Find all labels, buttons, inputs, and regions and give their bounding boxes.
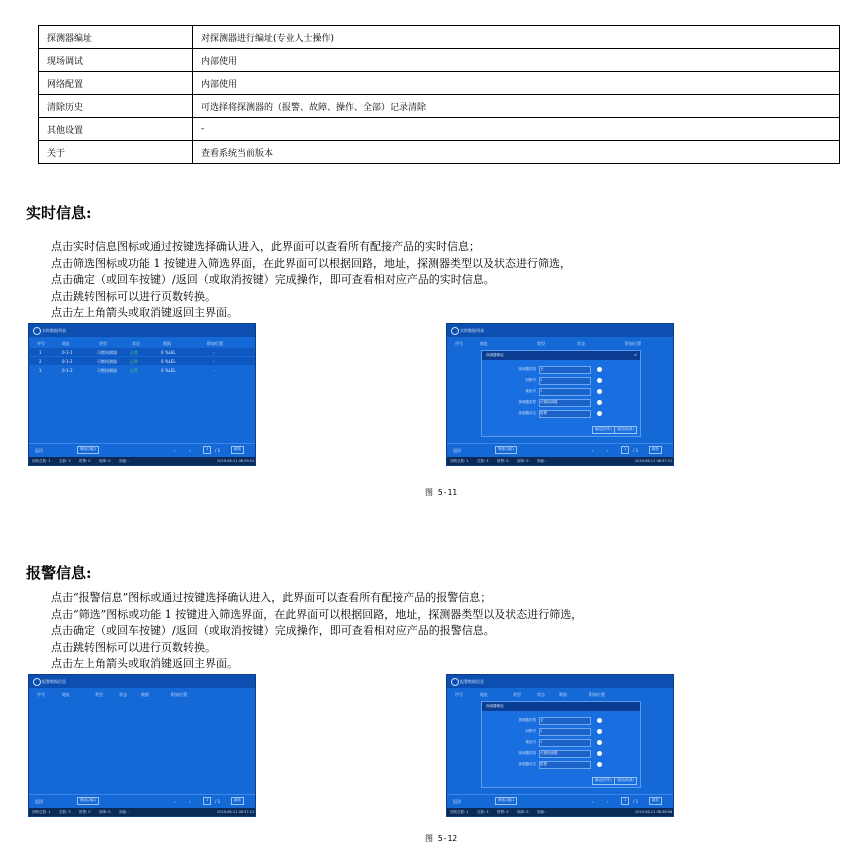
alarm-list-screenshot	[28, 674, 256, 817]
prev-icon: ‹	[174, 799, 176, 804]
field-label: 探测器类型	[518, 751, 536, 755]
back-label: 返回	[453, 799, 461, 804]
menu-table-row	[39, 49, 840, 72]
screen-title: 报警数据信息	[42, 679, 66, 684]
realtime-line: 点击左上角箭头或取消键返回主界面。	[51, 306, 238, 319]
field-label: 探测器类型	[518, 400, 536, 404]
status-time: 2019-06-11 08:39:01	[217, 459, 255, 463]
menu-table-row	[39, 118, 840, 141]
realtime-line: 点击跳转图标可以进行页数转换。	[51, 289, 216, 303]
table-header	[29, 339, 255, 347]
screen-bottom-bar	[29, 443, 255, 456]
alarm-heading: 报警信息:	[26, 564, 92, 582]
filter-dialog	[481, 701, 641, 788]
page-total: / 1	[633, 799, 639, 804]
field-label: 地址号	[525, 389, 536, 393]
page-total: / 1	[215, 448, 221, 453]
menu-item-desc: 可选择将探测器的（报警、故障、操作、全部）记录清除	[193, 95, 840, 118]
col-state: 状态	[537, 692, 545, 697]
back-arrow-icon	[451, 678, 459, 686]
filter-button: 筛选功能1	[77, 446, 99, 454]
cell: -	[213, 359, 215, 364]
menu-item-desc: 内部使用	[193, 72, 840, 95]
col-state: 状态	[119, 692, 127, 697]
field-label: 回路号	[525, 378, 536, 382]
filter-button: 筛选功能1	[77, 797, 99, 805]
field-input: 1	[539, 728, 591, 736]
page-input: 1	[203, 446, 211, 454]
dialog-title: 探测器筛选	[486, 704, 504, 708]
menu-item-name: 现场调试	[39, 49, 193, 72]
menu-item-desc: 查看系统当前版本	[193, 141, 840, 164]
screen-bottom-bar	[447, 443, 673, 456]
menu-item-desc: -	[193, 118, 840, 141]
screen-titlebar	[447, 324, 673, 337]
back-arrow-icon	[451, 327, 459, 335]
cell: 正常	[130, 359, 138, 364]
status-item: 屏蔽: -	[537, 459, 548, 463]
field-select: 报警	[539, 761, 591, 769]
status-item: 故障: 0	[517, 810, 529, 814]
realtime-line: 点击实时信息图标或通过按键选择确认进入，此界面可以查看所有配接产品的实时信息；	[51, 240, 480, 253]
page-total: / 1	[215, 799, 221, 804]
status-item: 总数: 3	[477, 810, 489, 814]
close-icon: ×	[634, 353, 637, 357]
status-item: 报警: 0	[79, 810, 91, 814]
field-select: 可燃探测器	[539, 750, 591, 758]
back-label: 返回	[453, 448, 461, 453]
status-item: 故障: 0	[99, 459, 111, 463]
realtime-line: 点击确定（或回车按键）/返回（或取消按键）完成操作，即可查看相对应产品的实时信息。	[51, 273, 495, 286]
field-input: 1	[539, 739, 591, 747]
table-header	[29, 690, 255, 698]
status-item: 报警: 0	[497, 810, 509, 814]
menu-item-name: 其他设置	[39, 118, 193, 141]
screen-bottom-bar	[447, 794, 673, 807]
dialog-ok-button: 确定(回车)	[592, 777, 615, 785]
col-type: 类型	[99, 341, 107, 346]
field-select: 全	[539, 717, 591, 725]
col-no: 序号	[37, 341, 45, 346]
realtime-filter-screenshot	[446, 323, 674, 466]
field-select: 可燃探测器	[539, 399, 591, 407]
status-item: 总数: 3	[477, 459, 489, 463]
next-icon: ›	[189, 799, 191, 804]
status-item: 回路总数: 1	[450, 810, 469, 814]
field-label: 探测器类型	[518, 367, 536, 371]
cell: 0-1-1	[62, 350, 73, 355]
alarm-paragraph	[51, 590, 582, 673]
field-label: 地址号	[525, 740, 536, 744]
col-addr: 地址	[62, 341, 70, 346]
field-select: 全	[539, 366, 591, 374]
next-icon: ›	[607, 799, 609, 804]
dialog-ok-button: 确定(回车)	[592, 426, 615, 434]
col-extra: 附加位置	[589, 692, 605, 697]
filter-button: 筛选功能1	[495, 797, 517, 805]
radio-icon	[597, 762, 602, 767]
alarm-line: 点击确定（或回车按键）/返回（或取消按键）完成操作，即可查看相对应产品的报警信息。	[51, 624, 495, 637]
col-type: 类型	[537, 341, 545, 346]
prev-icon: ‹	[174, 448, 176, 453]
radio-icon	[597, 718, 602, 723]
settings-menu-table	[38, 25, 840, 164]
menu-table-row	[39, 26, 840, 49]
field-label: 探测器类型	[518, 718, 536, 722]
table-row	[29, 366, 255, 374]
menu-item-desc: 对探测器进行编址(专业人士操作)	[193, 26, 840, 49]
cell: 可燃探测器	[97, 359, 117, 364]
cell: -	[213, 368, 215, 373]
jump-button: 跳转	[649, 446, 662, 454]
dialog-header	[482, 702, 640, 711]
col-data: 数据	[163, 341, 171, 346]
status-item: 总数: 3	[59, 810, 71, 814]
status-time: 2019-06-11 08:38:06	[635, 810, 673, 814]
status-bar	[29, 808, 255, 816]
table-header	[447, 339, 673, 347]
jump-button: 跳转	[231, 446, 244, 454]
status-item: 屏蔽: -	[537, 810, 548, 814]
dialog-back-button: 返回(取消)	[614, 426, 637, 434]
col-data: 数据	[141, 692, 149, 697]
col-no: 序号	[455, 692, 463, 697]
status-item: 回路总数: 1	[32, 459, 51, 463]
status-bar	[447, 457, 673, 465]
cell: 1	[39, 350, 42, 355]
field-label: 探测器状态	[518, 411, 536, 415]
alarm-line: 点击“报警信息”图标或通过按键选择确认进入，此界面可以查看所有配接产品的报警信息；	[51, 591, 492, 604]
cell: 0 %LEL	[161, 359, 176, 364]
radio-icon	[597, 389, 602, 394]
alarm-line: 点击左上角箭头或取消键返回主界面。	[51, 657, 238, 670]
status-item: 总数: 3	[59, 459, 71, 463]
status-item: 故障: 0	[517, 459, 529, 463]
figure-caption: 图 5-11	[425, 488, 458, 497]
cell: 0 %LEL	[161, 350, 176, 355]
cell: 0 %LEL	[161, 368, 176, 373]
status-time: 2019-06-11 08:37:21	[217, 810, 255, 814]
dialog-title: 探测器筛选	[486, 353, 504, 357]
screen-bottom-bar	[29, 794, 255, 807]
table-row	[29, 357, 255, 365]
page-total: / 1	[633, 448, 639, 453]
col-no: 序号	[37, 692, 45, 697]
menu-table-row	[39, 95, 840, 118]
screen-titlebar	[29, 675, 255, 688]
field-input: 1	[539, 377, 591, 385]
menu-item-name: 网络配置	[39, 72, 193, 95]
radio-icon	[597, 751, 602, 756]
status-bar	[29, 457, 255, 465]
status-item: 屏蔽: -	[119, 810, 130, 814]
menu-table-row	[39, 72, 840, 95]
screen-title: 报警数据信息	[460, 679, 484, 684]
status-item: 回路总数: 1	[32, 810, 51, 814]
page-input: 1	[203, 797, 211, 805]
next-icon: ›	[189, 448, 191, 453]
alarm-filter-screenshot	[446, 674, 674, 817]
radio-icon	[597, 729, 602, 734]
col-state: 状态	[577, 341, 585, 346]
status-item: 回路总数: 1	[450, 459, 469, 463]
col-extra: 附加位置	[171, 692, 187, 697]
field-label: 探测器状态	[518, 762, 536, 766]
back-arrow-icon	[33, 678, 41, 686]
radio-icon	[597, 378, 602, 383]
col-state: 状态	[132, 341, 140, 346]
alarm-line: 点击“筛选”图标或功能 1 按键进入筛选界面，在此界面可以根据回路，地址，探测器类型以及状态进行筛选，	[51, 607, 583, 621]
status-item: 故障: 0	[99, 810, 111, 814]
screen-titlebar	[447, 675, 673, 688]
menu-item-name: 清除历史	[39, 95, 193, 118]
realtime-heading: 实时信息:	[26, 204, 92, 222]
status-time: 2019-06-11 08:37:31	[635, 459, 673, 463]
col-extra: 附加位置	[625, 341, 641, 346]
col-addr: 地址	[62, 692, 70, 697]
table-row	[29, 348, 255, 356]
cell: 正常	[130, 368, 138, 373]
cell: 3	[39, 368, 42, 373]
col-no: 序号	[455, 341, 463, 346]
filter-button: 筛选功能1	[495, 446, 517, 454]
radio-icon	[597, 411, 602, 416]
alarm-line: 点击跳转图标可以进行页数转换。	[51, 640, 216, 654]
back-label: 返回	[35, 448, 43, 453]
field-label: 回路号	[525, 729, 536, 733]
dialog-header	[482, 351, 640, 360]
menu-table-row	[39, 141, 840, 164]
cell: 可燃探测器	[97, 350, 117, 355]
menu-item-name: 关于	[39, 141, 193, 164]
col-addr: 地址	[480, 692, 488, 697]
status-item: 报警: 0	[497, 459, 509, 463]
field-input: 1	[539, 388, 591, 396]
menu-item-desc: 内部使用	[193, 49, 840, 72]
cell: 0-1-2	[62, 359, 73, 364]
back-arrow-icon	[33, 327, 41, 335]
col-addr: 地址	[480, 341, 488, 346]
back-label: 返回	[35, 799, 43, 804]
cell: -	[213, 350, 215, 355]
col-extra: 附加位置	[207, 341, 223, 346]
prev-icon: ‹	[592, 448, 594, 453]
cell: 0-1-3	[62, 368, 73, 373]
page-input: 1	[621, 797, 629, 805]
radio-icon	[597, 367, 602, 372]
col-data: 数据	[559, 692, 567, 697]
radio-icon	[597, 400, 602, 405]
realtime-list-screenshot	[28, 323, 256, 466]
screen-title: 实时数据列表	[460, 328, 484, 333]
status-item: 屏蔽: -	[119, 459, 130, 463]
screen-titlebar	[29, 324, 255, 337]
status-bar	[447, 808, 673, 816]
field-select: 报警	[539, 410, 591, 418]
cell: 正常	[130, 350, 138, 355]
realtime-line: 点击筛选图标或功能 1 按键进入筛选界面，在此界面可以根据回路，地址，探测器类型以及状态进行筛选，	[51, 256, 571, 270]
dialog-back-button: 返回(取消)	[614, 777, 637, 785]
filter-dialog	[481, 350, 641, 437]
figure-caption: 图 5-12	[425, 834, 458, 843]
col-type: 类型	[513, 692, 521, 697]
jump-button: 跳转	[649, 797, 662, 805]
page-input: 1	[621, 446, 629, 454]
realtime-paragraph	[51, 239, 571, 322]
cell: 2	[39, 359, 42, 364]
menu-item-name: 探测器编址	[39, 26, 193, 49]
status-item: 报警: 0	[79, 459, 91, 463]
col-type: 类型	[95, 692, 103, 697]
next-icon: ›	[607, 448, 609, 453]
table-header	[447, 690, 673, 698]
prev-icon: ‹	[592, 799, 594, 804]
screen-title: 实时数据列表	[42, 328, 66, 333]
jump-button: 跳转	[231, 797, 244, 805]
radio-icon	[597, 740, 602, 745]
cell: 可燃探测器	[97, 368, 117, 373]
